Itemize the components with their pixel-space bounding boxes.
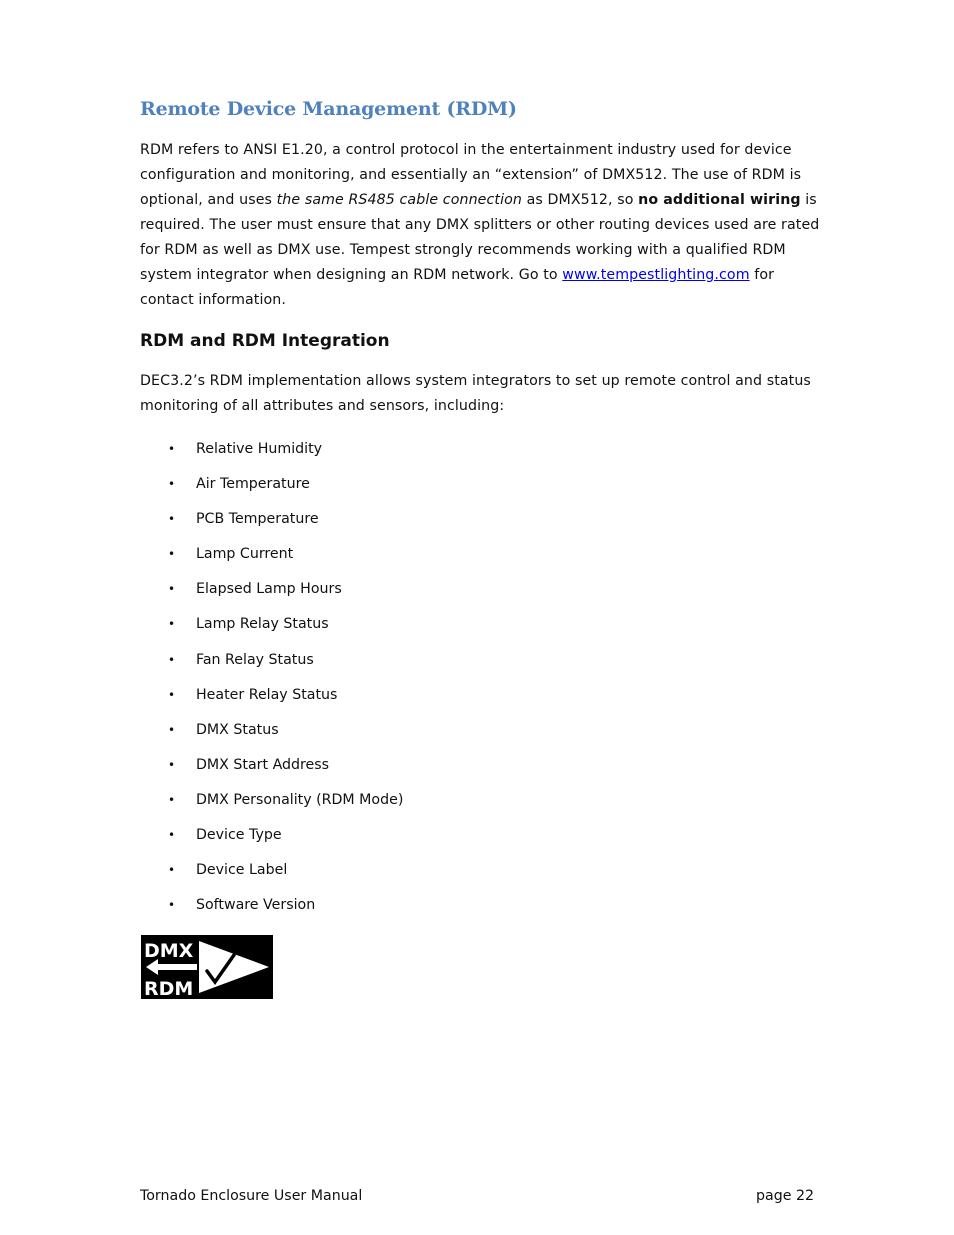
bullet-icon: •: [168, 547, 176, 562]
bullet-icon: •: [168, 722, 176, 737]
intro-text-2: as DMX512, so: [521, 192, 639, 208]
list-item-text: Lamp Relay Status: [196, 616, 329, 633]
list-item-text: DMX Personality (RDM Mode): [196, 791, 404, 808]
intro-text-3: is required. The user must ensure that any DMX splitters or other routing devices used are rated for RDM as well as DMX use. Tempest strongly recommends working with a qualified RDM system integrator when designing an RDM network. Go to: [140, 192, 820, 283]
subsection-heading: RDM and RDM Integration: [140, 331, 390, 351]
page-number: page 22: [756, 1188, 814, 1204]
bullet-icon: •: [168, 757, 176, 772]
list-item-text: Device Type: [196, 827, 282, 844]
list-item-text: DMX Start Address: [196, 756, 330, 773]
intro-italic: the same RS485 cable connection: [276, 192, 522, 208]
bullet-icon: •: [168, 863, 176, 878]
list-item-text: Lamp Current: [196, 546, 294, 563]
bullet-icon: •: [168, 442, 176, 456]
bullet-icon: •: [168, 582, 176, 597]
bullet-icon: •: [168, 617, 176, 632]
bullet-icon: •: [168, 477, 176, 492]
logo-dmx-text: DMX: [144, 940, 194, 962]
intro-text-1: RDM refers to ANSI E1.20, a control protocol in the entertainment industry used for device configuration and monitoring, and essentially an “extension” of DMX512. The use of RDM is optional, and uses: [140, 142, 802, 208]
list-item-text: Relative Humidity: [196, 441, 323, 457]
list-item-text: Software Version: [196, 897, 316, 914]
list-item-text: Device Label: [196, 862, 288, 879]
dmx-rdm-logo: [141, 935, 273, 999]
bullet-icon: •: [168, 512, 176, 527]
list-item-text: PCB Temperature: [196, 511, 319, 528]
list-item-text: DMX Status: [196, 721, 279, 738]
integration-paragraph: DEC3.2’s RDM implementation allows system integrators to set up remote control and status monitoring of all attributes and sensors, including:: [140, 373, 811, 414]
section-heading: Remote Device Management (RDM): [140, 98, 517, 120]
bullet-icon: •: [168, 792, 176, 807]
intro-text-4: for contact information.: [140, 267, 775, 308]
footer-title: Tornado Enclosure User Manual: [140, 1188, 363, 1204]
intro-paragraph: [140, 138, 820, 313]
bullet-icon: •: [168, 828, 176, 843]
list-item-text: Fan Relay Status: [196, 651, 314, 668]
bullet-icon: •: [168, 687, 176, 702]
list-item-text: Air Temperature: [196, 476, 310, 493]
bullet-icon: •: [168, 652, 176, 667]
website-link[interactable]: www.tempestlighting.com: [562, 267, 750, 283]
bullet-icon: •: [168, 898, 176, 913]
intro-bold: no additional wiring: [638, 192, 801, 208]
list-item-text: Heater Relay Status: [196, 686, 338, 703]
list-item-text: Elapsed Lamp Hours: [196, 581, 342, 598]
logo-rdm-text: RDM: [144, 978, 194, 999]
